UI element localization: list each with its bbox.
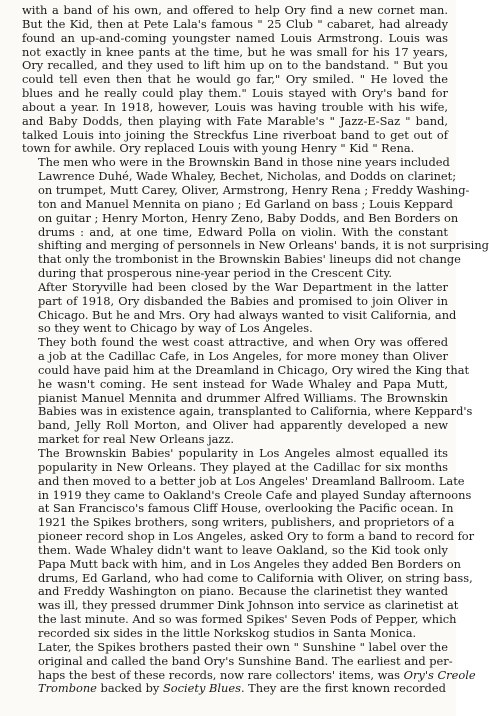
text-line: with a band of his own, and offered to help Ory find a new cornet man.: [22, 3, 448, 17]
text-line: recorded six sides in the little Norkskog studios in Santa Monica.: [38, 625, 417, 640]
text-line: After Storyville had been closed by the War Department in the latter: [38, 279, 448, 294]
paragraph-5: [22, 446, 475, 641]
text-line: Papa Mutt back with him, and in Los Angeles they added Ben Borders on: [38, 556, 461, 571]
text-line: the last minute. And so was formed Spikes' Seven Pods of Pepper, which: [38, 612, 457, 627]
text-line: he wasn't coming. He sent instead for Wade Whaley and Papa Mutt,: [38, 376, 448, 391]
text-line: about a year. In 1918, however, Louis was having trouble with his wife,: [22, 99, 448, 114]
paragraph-1: [22, 4, 448, 156]
text-line: original and called the band Ory's Sunshine Band. The earliest and per-: [38, 653, 453, 668]
text-line: They both found the west coast attractive, and when Ory was offered: [38, 335, 448, 350]
text-line: popularity in New Orleans. They played at the Cadillac for six months: [38, 459, 448, 474]
text-line: not exactly in knee pants at the time, but he was small for his 17 years,: [22, 44, 448, 59]
text-line: pianist Manuel Mennita and drummer Alfred Williams. The Brownskin: [38, 390, 448, 405]
text-line: Babies was in existence again, transplanted to California, where Keppard's: [38, 404, 473, 419]
text-line: could tell even then that he would go far," Ory smiled. " He loved the: [22, 72, 448, 87]
text-line: part of 1918, Ory disbanded the Babies and promised to join Oliver in: [38, 293, 448, 308]
text-line: Chicago. But he and Mrs. Ory had always wanted to visit California, and: [38, 307, 457, 322]
paragraph-4: [22, 335, 473, 447]
text-line: talked Louis into joining the Streckfus Line riverboat band to get out of: [22, 127, 448, 142]
text-line: that only the trombonist in the Brownskin Babies' lineups did not change: [38, 252, 461, 267]
text-line: ton and Manuel Mennita on piano ; Ed Garland on bass ; Louis Keppard: [38, 196, 453, 211]
text-line: and Baby Dodds, then playing with Fate Marable's " Jazz-E-Saz " band,: [22, 113, 448, 128]
text-line: at San Francisco's famous Cliff House, overlooking the Pacific ocean. In: [38, 501, 454, 516]
text-line: could have paid him at the Dreamland in Chicago, Ory wired the King that: [38, 362, 470, 377]
paragraph-6: [22, 639, 476, 696]
text-line: in 1919 they came to Oakland's Creole Cafe and played Sunday afternoons: [38, 487, 472, 502]
text-line: shifting and merging of personnels in New Orleans' bands, it is not surprising: [38, 238, 489, 253]
text-line: and then moved to a better job at Los Angeles' Dreamland Ballroom. Late: [38, 473, 465, 488]
text-line: a job at the Cadillac Cafe, in Los Angeles, for more money than Oliver: [38, 349, 448, 364]
text-line: on guitar ; Henry Morton, Henry Zeno, Baby Dodds, and Ben Borders on: [38, 210, 459, 225]
text-line: during that prosperous nine-year period in the Crescent City.: [38, 266, 393, 281]
text-line: was ill, they pressed drummer Dink Johnson into service as clarinetist at: [38, 598, 459, 613]
paragraph-2: [22, 155, 489, 281]
text-line: Ory recalled, and they used to lift him up on to the bandstand. " But you: [22, 58, 448, 73]
text-line: haps the best of these records, now rare collectors' items, was Ory's Creole: [38, 667, 476, 682]
text-line: drums : and, at one time, Edward Polla on violin. With the constant: [38, 224, 448, 239]
text-line: The men who were in the Brownskin Band in those nine years included: [38, 155, 450, 170]
text-line: on trumpet, Mutt Carey, Oliver, Armstrong, Henry Rena ; Freddy Washing-: [38, 182, 470, 197]
text-line: so they went to Chicago by way of Los Angeles.: [38, 321, 313, 336]
text-line: them. Wade Whaley didn't want to leave Oakland, so the Kid took only: [38, 542, 448, 557]
text-line: and Freddy Washington on piano. Because the clarinetist they wanted: [38, 584, 448, 599]
text-line: band, Jelly Roll Morton, and Oliver had apparently developed a new: [38, 418, 448, 433]
text-line: pioneer record shop in Los Angeles, asked Ory to form a band to record for: [38, 529, 475, 544]
text-line: 1921 the Spikes brothers, song writers, publishers, and proprietors of a: [38, 515, 455, 530]
text-line: The Brownskin Babies' popularity in Los Angeles almost equalled its: [38, 446, 448, 460]
text-line: found an up-and-coming youngster named Louis Armstrong. Louis was: [22, 30, 448, 45]
text-line: market for real New Orleans jazz.: [38, 432, 235, 447]
text-line: Lawrence Duhé, Wade Whaley, Bechet, Nicholas, and Dodds on clarinet;: [38, 169, 457, 184]
text-line: Trombone backed by Society Blues. They are the first known recorded: [38, 681, 446, 696]
text-body: [22, 3, 489, 696]
text-line: town for awhile. Ory replaced Louis with young Henry " Kid " Rena.: [22, 141, 415, 156]
text-line: But the Kid, then at Pete Lala's famous " 25 Club " cabaret, had already: [22, 16, 448, 31]
text-line: blues and he really could play them." Louis stayed with Ory's band for: [22, 86, 448, 101]
text-line: Later, the Spikes brothers pasted their own " Sunshine " label over the: [38, 639, 448, 654]
text-line: drums, Ed Garland, who had come to California with Oliver, on string bass,: [38, 570, 473, 585]
paragraph-3: [22, 279, 457, 336]
